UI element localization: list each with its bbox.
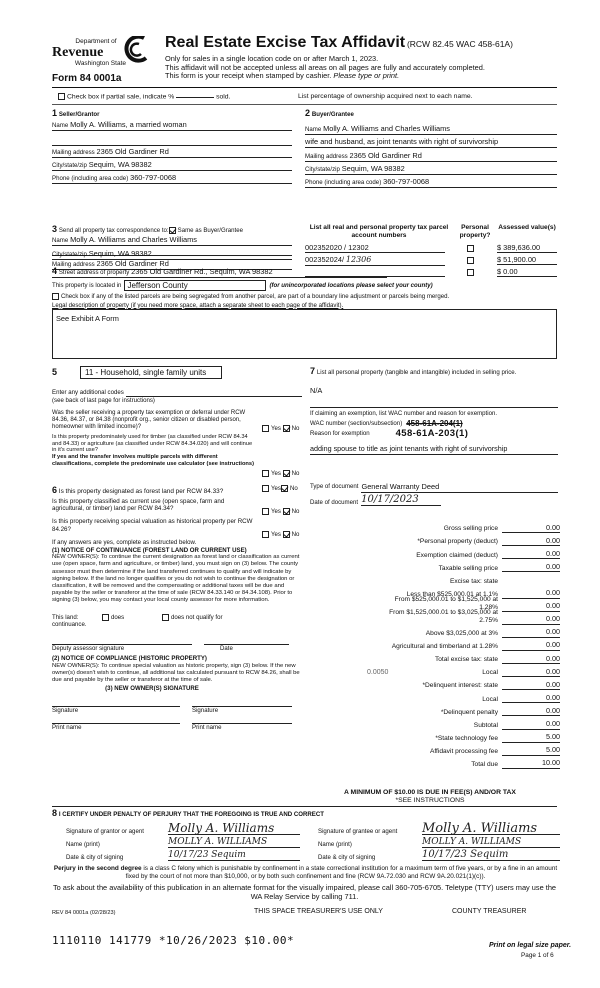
timber-yes-no <box>262 470 299 477</box>
land-use-select[interactable]: 11 - Household, single family units <box>80 366 222 379</box>
mail-label: Mailing address <box>52 261 95 268</box>
rule <box>52 806 557 807</box>
phone-label: Phone (including area code) <box>52 175 129 182</box>
treasurer-use-label: THIS SPACE TREASURER'S USE ONLY <box>254 908 383 915</box>
tax-row <box>305 664 560 677</box>
tax-row-label: Less than $525,000.01 at 1.1% <box>406 590 498 598</box>
assessed-value-field[interactable]: $ 0.00 <box>497 268 557 278</box>
tax-row <box>305 743 560 756</box>
header-line-1: Only for sales in a single location code on or after March 1, 2023. <box>165 53 379 63</box>
corr-name-field[interactable]: Molly A. Williams and Charles Williams <box>70 235 198 244</box>
this-land-label: This land: <box>52 613 79 621</box>
tax-row-label: From $1,525,000.01 to $3,025,000 at 2.75% <box>389 609 498 624</box>
section-number: 7 <box>310 366 316 376</box>
tax-row <box>305 520 560 533</box>
partial-sale-row <box>58 93 230 101</box>
name-label: Name <box>52 122 69 129</box>
corr-mail-field[interactable]: 2365 Old Gardiner Rd <box>96 259 169 268</box>
timber-yes-checkbox[interactable] <box>262 470 269 477</box>
assessed-value-field[interactable]: $ 389,636.00 <box>497 244 557 254</box>
exemption-yes-checkbox[interactable] <box>262 425 269 432</box>
county-treasurer-label: COUNTY TREASURER <box>452 908 527 915</box>
mail-label: Mailing address <box>52 149 95 156</box>
tax-row <box>305 756 560 769</box>
address-section <box>52 266 557 359</box>
does-not-label: does not qualify for <box>171 613 223 621</box>
timber-question-note: If yes and the transfer involves multiple parcels with different classifications, complete the predominate use calculator (see instructions) <box>52 454 254 467</box>
partial-sale-label: Check box if partial sale, indicate % <box>67 93 175 101</box>
grantor-signature-block <box>66 822 306 861</box>
tax-row-value[interactable]: 0.00 <box>502 694 560 703</box>
tax-row-label: Total excise tax: state <box>434 656 498 664</box>
rule <box>310 407 558 408</box>
buyer-name-field[interactable]: Molly A. Williams and Charles Williams <box>323 124 451 133</box>
corr-city-field[interactable]: Sequim, WA 98382 <box>88 249 152 258</box>
wa-seal-icon <box>124 36 150 64</box>
section-number: 4 <box>52 266 58 276</box>
tax-row-value[interactable]: 0.00 <box>502 524 560 533</box>
grantee-sig-label: Signature of grantee or agent <box>318 827 398 835</box>
corr-city-row <box>52 250 292 260</box>
tax-computation-table <box>305 520 560 769</box>
tax-row-label: Excise tax: state <box>449 577 498 585</box>
grantee-date-label: Date & city of signing <box>318 853 376 861</box>
no-label: No <box>291 508 300 516</box>
partial-sale-suffix: sold. <box>216 93 231 101</box>
city-label: City/state/zip <box>52 162 87 169</box>
deputy-signature-field[interactable]: Deputy assessor signature <box>52 644 192 652</box>
tax-row-value[interactable]: 10.00 <box>502 759 560 768</box>
no-label: No <box>291 531 300 539</box>
grantee-date-field[interactable]: 10/17/23 Sequim <box>422 850 560 861</box>
yes-label: Yes <box>271 425 281 433</box>
forest-yes-no <box>262 485 298 492</box>
new-owner-signature-2[interactable]: Signature <box>192 706 292 714</box>
tax-row-label: Local <box>482 695 498 703</box>
parcel-row <box>305 243 557 255</box>
partial-percent-field[interactable] <box>176 97 214 98</box>
forest-question: Is this property designated as forest land per RCW 84.33? <box>58 488 224 495</box>
tax-row-label: Agricultural and timberland at 1.28% <box>391 643 498 651</box>
personal-property-checkbox[interactable] <box>467 245 474 252</box>
doc-date-field[interactable]: 10/17/2023 <box>361 494 441 507</box>
timber-question: Is this property predominately used for timber (as classified under RCW 84.34 and 84.33) or agriculture (as classified under RCW 84.34.020) and will continue in it's current use? <box>52 434 253 454</box>
personal-property-section <box>310 366 558 506</box>
notice-compliance-title: (2) NOTICE OF COMPLIANCE (HISTORIC PROPERTY) <box>52 655 207 663</box>
additional-codes-note: (see back of last page for instructions) <box>52 396 155 404</box>
see-instructions-note: *SEE INSTRUCTIONS <box>395 797 465 804</box>
tax-row <box>305 690 560 703</box>
dept-top: Department of <box>75 38 117 45</box>
grantor-name-field[interactable]: MOLLY A. WILLIAMS <box>168 837 300 848</box>
perjury-text: is a class C felony which is punishable by confinement in a state correctional institution for a maximum term of five years, or by a fine in an amount fixed by the court of not more than $10,000, or by both such confinement and fine (RCW 9A.72.030 and RCW 9A.20.021(1)(c)). <box>125 865 558 880</box>
tax-row <box>305 651 560 664</box>
tax-row <box>305 716 560 729</box>
property-address-field[interactable]: 2365 Old Gardiner Rd., Sequim, WA 98382 <box>131 267 273 276</box>
seller-mail-field[interactable]: 2365 Old Gardiner Rd <box>96 147 169 156</box>
seller-name-line2[interactable] <box>52 138 292 146</box>
form-number: Form 84 0001a <box>52 73 122 84</box>
tax-row-label: Local <box>482 669 498 677</box>
city-label: City/state/zip <box>305 166 340 173</box>
located-label: This property is located in <box>52 281 122 289</box>
section-number: 1 <box>52 108 58 118</box>
tax-row <box>305 546 560 559</box>
tax-row-value[interactable]: 0.00 <box>502 602 560 611</box>
local-rate: 0.0050 <box>367 668 389 676</box>
legal-description-value: See Exhibit A Form <box>56 313 119 323</box>
does-not-qualify-checkbox[interactable] <box>162 614 169 621</box>
assessed-value-field[interactable]: $ 51,900.00 <box>497 256 557 266</box>
perjury-bold: Perjury in the second degree <box>53 865 142 872</box>
tax-row-label: Subtotal <box>473 721 498 729</box>
buyer-name-line2[interactable]: wife and husband, as joint tenants with right of survivorship <box>305 137 499 146</box>
tax-row-value[interactable]: 0.00 <box>502 720 560 729</box>
yes-label: Yes <box>271 508 281 516</box>
current-use-no-checkbox[interactable] <box>283 508 290 515</box>
parcel-row <box>305 255 557 267</box>
parcel-number-field[interactable]: 002352020 / 12302 <box>305 244 445 254</box>
revision-label: REV 84 0001a (02/28/23) <box>52 910 116 916</box>
tax-row <box>305 609 560 625</box>
section-number: 2 <box>305 108 311 118</box>
tax-row-label: From $525,000.01 to $1,525,000 at 1.28% <box>394 596 498 611</box>
tax-row-value[interactable]: 0.00 <box>502 628 560 637</box>
grantor-name-label: Name (print) <box>66 840 100 848</box>
personal-property-label: List all personal property (tangible and intangible) included in selling price. <box>316 369 517 376</box>
dept-name: Revenue <box>52 44 104 60</box>
treasurer-stamp: 1110110 141779 *10/26/2023 $10.00* <box>52 934 295 947</box>
no-label: No <box>291 470 300 478</box>
tax-row-value[interactable]: 5.00 <box>502 733 560 742</box>
notice-continuance-title: (1) NOTICE OF CONTINUANCE (FOREST LAND OR CURRENT USE) <box>52 547 247 555</box>
tax-row <box>305 638 560 651</box>
historic-yes-checkbox[interactable] <box>262 531 269 538</box>
yes-label: Yes <box>271 470 281 478</box>
tax-row-label: *State technology fee <box>435 734 498 742</box>
doc-type-label: Type of document <box>310 482 359 490</box>
tax-row <box>305 533 560 546</box>
parcels-header-personal: Personal property? <box>459 224 491 239</box>
additional-codes-label: Enter any additional codes <box>52 389 124 397</box>
address-label: Street address of property <box>58 269 130 276</box>
buyer-mail-field[interactable]: 2365 Old Gardiner Rd <box>349 151 422 160</box>
tax-row-label: Above $3,025,000 at 3% <box>425 630 498 638</box>
form-citation: (RCW 82.45 WAC 458-61A) <box>406 39 513 49</box>
form-title: Real Estate Excise Tax Affidavit <box>165 34 406 51</box>
grantor-date-label: Date & city of signing <box>66 853 124 861</box>
certify-title-row <box>52 808 324 819</box>
grantor-sig-label: Signature of grantor or agent <box>66 827 144 835</box>
tax-row-label: Affidavit processing fee <box>429 747 498 755</box>
dor-logo <box>52 38 152 67</box>
tax-row-value[interactable]: 0.00 <box>502 550 560 559</box>
section-number: 3 <box>52 224 58 234</box>
legal-description-label: Legal description of property (if you need more space, attach a separate sheet to each page of the affidavit). <box>52 301 344 309</box>
parcels-header-assessed: Assessed value(s) <box>498 224 556 231</box>
legal-paper-note: Print on legal size paper. <box>489 942 572 949</box>
seller-name-field[interactable]: Molly A. Williams, a married woman <box>70 120 187 129</box>
dept-state: Washington State <box>74 59 126 67</box>
grantee-signature-block <box>318 822 563 861</box>
parcels-header-numbers: List all real and personal property tax parcel account numbers <box>309 224 449 239</box>
new-owner-print-1[interactable]: Print name <box>52 723 180 731</box>
exemption-yes-no <box>262 425 299 432</box>
section-number: 5 <box>52 367 58 378</box>
tax-row <box>305 730 560 743</box>
new-owner-signature-1[interactable]: Signature <box>52 706 180 714</box>
no-label: No <box>289 485 298 493</box>
name-label: Name <box>52 237 69 244</box>
continuance-label: continuance. <box>52 620 87 628</box>
county-select[interactable]: Jefferson County <box>124 280 266 291</box>
header-line-2: This affidavit will not be accepted unless all areas on all pages are fully and accurately completed. <box>165 62 485 72</box>
tax-row-value[interactable]: 0.00 <box>502 563 560 572</box>
same-as-buyer-label: Same as Buyer/Grantee <box>177 227 243 234</box>
tax-row <box>305 703 560 716</box>
page-number: Page 1 of 6 <box>521 952 554 959</box>
correspondence-section <box>52 224 292 272</box>
tax-row-label: *Delinquent penalty <box>440 708 498 716</box>
header-block <box>165 34 585 81</box>
wac-label: WAC number (section/subsection) <box>310 419 403 427</box>
forest-section <box>52 485 304 731</box>
reason-label: Reason for exemption <box>310 430 370 438</box>
does-label: does <box>111 613 125 621</box>
phone-label: Phone (including area code) <box>305 179 382 186</box>
tax-row-label: *Personal property (deduct) <box>417 538 498 546</box>
buyer-section <box>305 108 557 196</box>
tax-row-value[interactable]: 0.00 <box>502 615 560 624</box>
wac-field-typed[interactable]: 458-61A-204(1) <box>406 418 463 428</box>
section-title: Buyer/Grantee <box>311 111 354 118</box>
partial-sale-checkbox[interactable] <box>58 93 65 100</box>
header-rule <box>52 87 557 88</box>
segregated-checkbox[interactable] <box>52 293 59 300</box>
section-title: Seller/Grantor <box>58 111 100 118</box>
doc-date-label: Date of document <box>310 499 359 507</box>
mail-label: Mailing address <box>305 153 348 160</box>
seller-phone-field[interactable]: 360-797-0068 <box>130 173 177 182</box>
deputy-date-field[interactable]: Date <box>204 644 289 652</box>
section-number: 6 <box>52 485 58 495</box>
city-label: City/state/zip <box>52 251 87 258</box>
ownership-note: List percentage of ownership acquired next to each name. <box>298 93 473 100</box>
parcel-number-field[interactable]: 002352024/ <box>305 255 345 265</box>
tax-row-label: Total due <box>471 761 498 769</box>
exemption-no-checkbox[interactable] <box>283 425 290 432</box>
no-label: No <box>291 425 300 433</box>
legal-description-field[interactable] <box>52 309 557 359</box>
grantee-signature-field[interactable]: Molly A. Williams <box>422 823 560 835</box>
tax-row-label: *Delinquent interest: state <box>422 682 498 690</box>
tax-row-value[interactable]: 0.00 <box>502 655 560 664</box>
grantor-signature-field[interactable]: Molly A. Williams <box>168 823 300 835</box>
rule <box>52 104 557 105</box>
historic-no-checkbox[interactable] <box>283 531 290 538</box>
segregated-label: Check box if any of the listed parcels are being segregated from another parcel, are part of a boundary line adjustment or parcels being merged. <box>61 293 450 301</box>
header-line-3: This form is your receipt when stamped by cashier. <box>165 71 332 81</box>
does-qualify-checkbox[interactable] <box>102 614 109 621</box>
historic-yes-no <box>262 531 299 538</box>
name-label: Name <box>305 126 322 133</box>
forest-yes-checkbox[interactable] <box>262 485 269 492</box>
personal-property-field[interactable]: N/A <box>310 385 323 395</box>
certify-title: I CERTIFY UNDER PENALTY OF PERJURY THAT THE FOREGOING IS TRUE AND CORRECT <box>58 811 324 818</box>
tax-row-value[interactable]: 0.00 <box>502 589 560 598</box>
seller-city-field[interactable]: Sequim, WA 98382 <box>88 160 152 169</box>
tax-row-value[interactable]: 0.00 <box>502 707 560 716</box>
new-owner-print-2[interactable]: Print name <box>192 723 292 731</box>
tax-row <box>305 625 560 638</box>
grantee-name-field[interactable]: MOLLY A. WILLIAMS <box>422 837 560 848</box>
tax-row-label: Exemption claimed (deduct) <box>416 551 498 559</box>
exemption-label: If claiming an exemption, list WAC number and reason for exemption. <box>310 409 498 417</box>
additional-codes-field[interactable] <box>126 389 302 396</box>
exemption-reason-field[interactable]: adding spouse to title as joint tenants with right of survivorship <box>310 445 558 454</box>
grantee-name-label: Name (print) <box>318 840 352 848</box>
tax-row <box>305 677 560 690</box>
section-number: 8 <box>52 808 58 818</box>
tax-row-value[interactable]: 0.00 <box>502 641 560 650</box>
yes-label: Yes <box>271 485 281 493</box>
doc-type-field[interactable]: General Warranty Deed <box>361 483 558 493</box>
tax-row-value[interactable]: 0.00 <box>502 681 560 690</box>
timber-no-checkbox[interactable] <box>283 470 290 477</box>
tax-row-label: Gross selling price <box>443 525 498 533</box>
unincorporated-note: (for unincorporated locations please select your county) <box>269 281 433 289</box>
tax-row-label: Taxable selling price <box>438 564 498 572</box>
perjury-notice <box>48 865 563 880</box>
tax-row <box>305 559 560 572</box>
current-use-yes-checkbox[interactable] <box>262 508 269 515</box>
tax-row-value[interactable]: 0.00 <box>502 668 560 677</box>
current-use-question: Is this property classified as current use (open space, farm and agricultural, or timber) land per RCW 84.34? <box>52 497 225 512</box>
yes-label: Yes <box>271 531 281 539</box>
wac-handwritten: 458-61A-203(1) <box>395 428 469 440</box>
notice-compliance-text: NEW OWNER(S): To continue special valuation as historic property, sign (3) below. If the new owner(s) doesn't wish to continue, all additional tax calculated pursuant to RCW 84.26, shall be due and payable by the seller or transferor at the time of sale. <box>52 662 300 683</box>
minimum-due-note: A MINIMUM OF $10.00 IS DUE IN FEE(S) AND/OR TAX <box>344 789 516 796</box>
same-as-buyer-checkbox[interactable] <box>169 227 176 234</box>
accessibility-note: To ask about the availability of this publication in an alternate format for the visually impaired, please call 360-705-6705. Teletype (TTY) users may use the WA Relay Service by calling 711. <box>52 883 557 901</box>
if-yes-note: If any answers are yes, complete as instructed below. <box>52 538 197 546</box>
correspondence-label: Send all property tax correspondence to: <box>58 227 169 234</box>
grantor-date-field[interactable]: 10/17/23 Sequim <box>168 850 300 861</box>
current-use-yes-no <box>262 508 299 515</box>
forest-no-checkbox[interactable] <box>281 485 288 492</box>
exemption-question: Was the seller receiving a property tax exemption or deferral under RCW 84.36, 84.37, or 84.38 (nonprofit org., senior citizen or disabled person, homeowner with limited income)? <box>52 409 246 430</box>
buyer-city-field[interactable]: Sequim, WA 98382 <box>341 164 405 173</box>
land-use-section <box>52 366 302 478</box>
notice-continuance-text: NEW OWNER(S): To continue the current designation as forest land or classification as current use (open space, farm and agriculture, or timber) land, you must sign on (3) below. The county assessor must then determine if the land transferred continues to qualify and will indicate by signing below. If the land no longer qualifies or you do not wish to continue the designation or classification, it will be removed and the compensating or additional taxes will be due and payable by the seller or transferor at the time of sale (RCW 84.33.140 or 84.34.108). Prior to signing (3) below, you may contact your local county assessor for more information. <box>52 554 300 604</box>
buyer-phone-field[interactable]: 360-797-0068 <box>383 177 430 186</box>
personal-property-checkbox[interactable] <box>467 257 474 264</box>
historic-question: Is this property receiving special valuation as historical property per RCW 84.26? <box>52 518 253 533</box>
seller-section <box>52 108 292 188</box>
tax-row-value[interactable]: 5.00 <box>502 746 560 755</box>
tax-row-value[interactable]: 0.00 <box>502 537 560 546</box>
new-owner-signature-title: (3) NEW OWNER(S) SIGNATURE <box>105 685 199 693</box>
parcel-number-handwritten: 12306 <box>345 255 372 265</box>
tax-row <box>305 572 560 585</box>
header-line-3-em: Please type or print. <box>333 71 400 81</box>
